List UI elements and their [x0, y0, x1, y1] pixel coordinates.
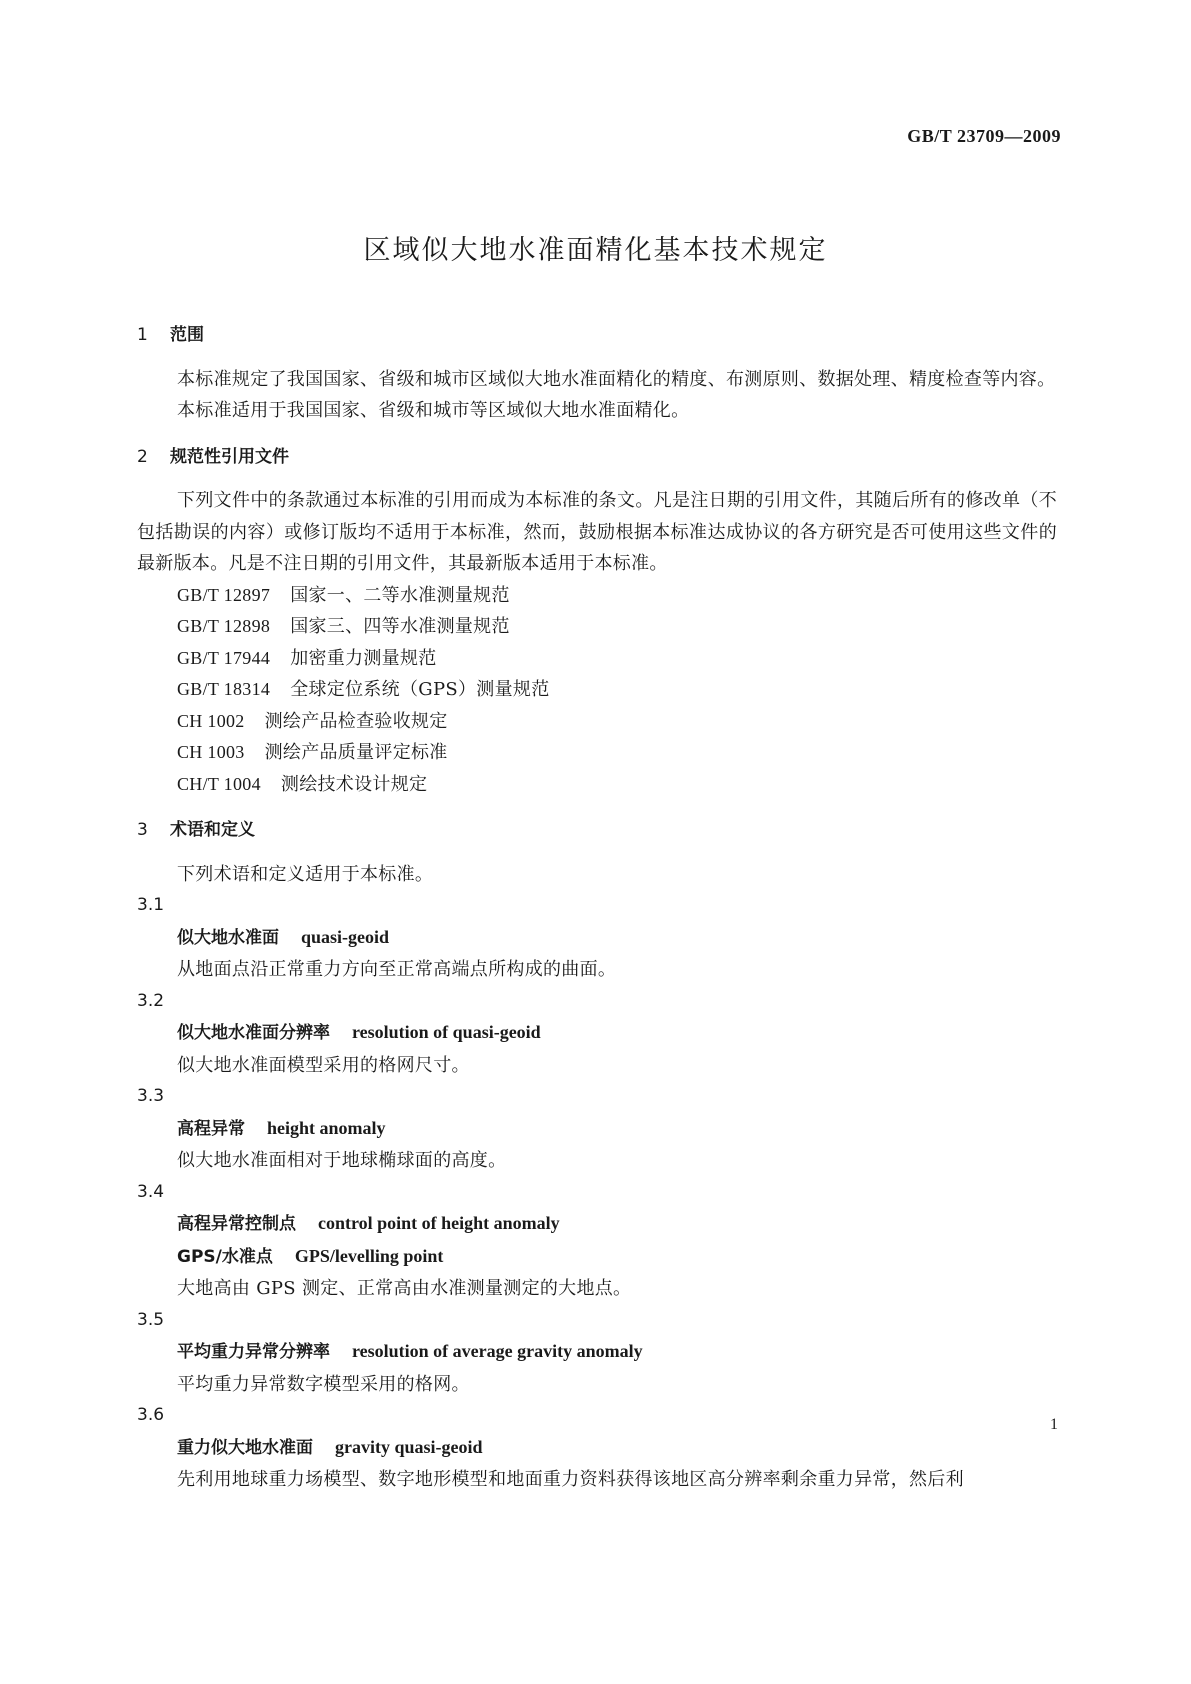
reference-title: 国家一、二等水准测量规范: [290, 584, 510, 606]
section-title: 规范性引用文件: [170, 446, 289, 467]
term-entry: [137, 1017, 1057, 1050]
clause-number: 3.4: [137, 1181, 165, 1202]
term-english: control point of height anomaly: [318, 1213, 560, 1233]
term-definition: 从地面点沿正常重力方向至正常高端点所构成的曲面。: [177, 959, 617, 980]
clause-number: 3.2: [137, 990, 165, 1011]
term-chinese: 高程异常控制点: [177, 1214, 296, 1234]
term-chinese: 平均重力异常分辨率: [177, 1342, 330, 1362]
term-english: resolution of average gravity anomaly: [352, 1341, 643, 1361]
term-definition: 平均重力异常数字模型采用的格网。: [177, 1373, 470, 1395]
section-number: 2: [137, 446, 148, 467]
clause-number: 3.6: [137, 1405, 165, 1425]
term-english: gravity quasi-geoid: [335, 1436, 483, 1457]
reference-title: 测绘产品检查验收规定: [264, 710, 448, 732]
reference-item: [137, 643, 1057, 675]
reference-title: 全球定位系统（GPS）测量规范: [290, 679, 550, 700]
term-entry: [137, 1208, 1057, 1241]
reference-code: GB/T 12897: [177, 584, 271, 605]
term-english: height anomaly: [267, 1117, 386, 1138]
paragraph: 下列术语和定义适用于本标准。: [177, 863, 434, 885]
term-definition: 先利用地球重力场模型、数字地形模型和地面重力资料获得该地区高分辨率剩余重力异常，然后利: [177, 1469, 964, 1490]
reference-item: [137, 580, 1057, 612]
paragraph: 本标准适用于我国国家、省级和城市等区域似大地水准面精化。: [177, 400, 690, 421]
reference-code: CH 1003: [177, 742, 245, 762]
term-chinese: 似大地水准面: [177, 927, 279, 948]
term-definition: 似大地水准面模型采用的格网尺寸。: [177, 1054, 470, 1076]
clause-number: 3.3: [137, 1086, 165, 1106]
term-chinese: 高程异常: [177, 1118, 245, 1139]
reference-item: [137, 769, 1057, 801]
section-title: 范围: [170, 325, 204, 345]
reference-title: 测绘技术设计规定: [280, 773, 428, 795]
section-number: 3: [137, 820, 148, 840]
term-entry: [137, 1336, 1057, 1369]
reference-title: 测绘产品质量评定标准: [264, 742, 448, 763]
term-english: GPS/levelling point: [294, 1245, 444, 1266]
reference-code: GB/T 12898: [177, 616, 271, 636]
document-title: 区域似大地水准面精化基本技术规定: [363, 235, 828, 266]
term-chinese: 重力似大地水准面: [177, 1437, 313, 1458]
section-heading-terms: [137, 815, 1057, 847]
reference-title: 国家三、四等水准测量规范: [290, 616, 510, 637]
page-number: 1: [1050, 1416, 1058, 1433]
clause-number: 3.1: [137, 895, 165, 915]
reference-item: [137, 706, 1057, 738]
document-body: [137, 320, 1057, 1496]
reference-code: CH/T 1004: [177, 773, 261, 794]
paragraph: 下列文件中的条款通过本标准的引用而成为本标准的条文。凡是注日期的引用文件，其随后所有的修改单（不包括勘误的内容）或修订版均不适用于本标准，然而，鼓励根据本标准达成协议的各方研究是否可使用这些文件的最新版本。凡是不注日期的引用文件，其最新版本适用于本标准。: [137, 490, 1057, 574]
term-english: resolution of quasi-geoid: [352, 1022, 541, 1042]
reference-code: GB/T 18314: [177, 679, 271, 699]
reference-item: [137, 674, 1057, 706]
section-heading-normative-references: [137, 442, 1057, 474]
term-entry: [137, 1113, 1057, 1146]
reference-title: 加密重力测量规范: [290, 647, 437, 669]
reference-code: CH 1002: [177, 710, 245, 731]
term-definition: 似大地水准面相对于地球椭球面的高度。: [177, 1150, 507, 1171]
term-chinese: 似大地水准面分辨率: [177, 1023, 330, 1043]
section-title: 术语和定义: [170, 820, 255, 840]
term-english: quasi-geoid: [301, 926, 390, 947]
term-entry: [137, 922, 1057, 955]
term-chinese: GPS/水准点: [177, 1246, 273, 1267]
section-number: 1: [137, 325, 148, 345]
term-entry: [137, 1432, 1057, 1465]
standard-code: GB/T 23709—2009: [907, 126, 1061, 146]
reference-code: GB/T 17944: [177, 647, 271, 668]
section-heading-scope: [137, 320, 1057, 352]
term-entry-synonym: [137, 1241, 1057, 1274]
reference-item: [137, 611, 1057, 643]
reference-item: [137, 737, 1057, 769]
paragraph: 本标准规定了我国国家、省级和城市区域似大地水准面精化的精度、布测原则、数据处理、精度检查等内容。: [177, 368, 1056, 390]
clause-number: 3.5: [137, 1309, 165, 1330]
term-definition: 大地高由 GPS 测定、正常高由水准测量测定的大地点。: [177, 1278, 632, 1299]
